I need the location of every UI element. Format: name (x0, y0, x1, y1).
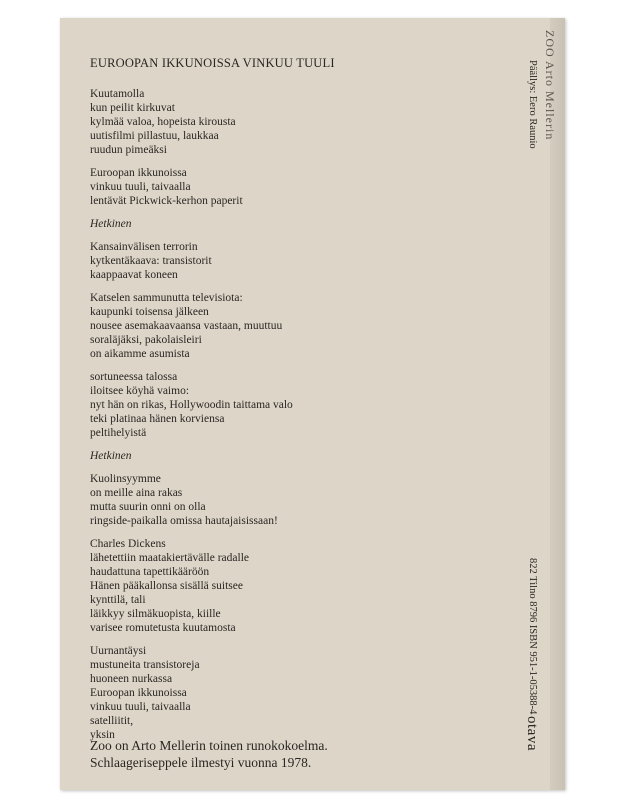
interlude: Hetkinen (90, 450, 132, 462)
stanza (90, 537, 490, 635)
poem-line: soraläjäksi, pakolaisleiri (90, 334, 202, 346)
stanza (90, 240, 490, 282)
poem-line: Uurnantäysi (90, 645, 147, 657)
poem-line: varisee romutetusta kuutamosta (90, 622, 236, 634)
poem-line: kytkentäkaava: transistorit (90, 255, 212, 267)
poem-line: kaappaavat koneen (90, 269, 178, 281)
poem-line: ringside-paikalla omissa hautajaisissaan! (90, 515, 278, 527)
poem-line: nousee asemakaavaansa vastaan, muuttuu (90, 320, 283, 332)
poem-line: läikkyy silmäkuopista, kiille (90, 608, 221, 620)
poem-line: on meille aina rakas (90, 487, 183, 499)
stanza (90, 472, 490, 528)
poem-line: lähetettiin maatakiertävälle radalle (90, 552, 249, 564)
poem-line: Hänen pääkallonsa sisällä suitsee (90, 580, 243, 592)
poem-line: huoneen nurkassa (90, 673, 173, 685)
poem-line: kun peilit kirkuvat (90, 102, 175, 114)
poem-line: kaupunki toisensa jälkeen (90, 306, 209, 318)
blurb-line: Schlaageriseppele ilmestyi vuonna 1978. (90, 755, 312, 770)
poem-line: uutisfilmi pillastuu, laukkaa (90, 130, 219, 142)
stanza (90, 370, 490, 440)
poem-line: lentävät Pickwick-kerhon paperit (90, 195, 243, 207)
isbn-line: 822 Tilno 8796 ISBN 951-1-05388-4 (527, 558, 538, 715)
stanza (90, 87, 490, 157)
stanza (90, 644, 490, 742)
poem-line: teki platinaa hänen korviensa (90, 413, 225, 425)
poem-line: mutta suurin onni on olla (90, 501, 206, 513)
spine-text: ZOO Arto Mellerin (543, 30, 557, 141)
blurb (90, 737, 490, 771)
poem-title: EUROOPAN IKKUNOISSA VINKUU TUULI (90, 56, 335, 70)
poem-line: Kuutamolla (90, 88, 145, 100)
poem-line: Kansainvälisen terrorin (90, 241, 198, 253)
poem-line: kynttilä, tali (90, 594, 146, 606)
poem-line: Charles Dickens (90, 538, 166, 550)
poem-line: vinkuu tuuli, taivaalla (90, 701, 191, 713)
stanza (90, 291, 490, 361)
poem-line: Euroopan ikkunoissa (90, 167, 187, 179)
poem-line: on aikamme asumista (90, 348, 190, 360)
poem-line: Euroopan ikkunoissa (90, 687, 187, 699)
poem-line: iloitsee köyhä vaimo: (90, 385, 190, 397)
poem-body (90, 87, 490, 751)
poem-line: sortuneessa talossa (90, 371, 178, 383)
poem-line: Kuolinsyymme (90, 473, 161, 485)
interlude: Hetkinen (90, 218, 132, 230)
cover-credit: Päällys: Eero Raunio (527, 60, 538, 149)
poem-line: peltihelyistä (90, 427, 147, 439)
poem-line: nyt hän on rikas, Hollywoodin taittama valo (90, 399, 293, 411)
stanza (90, 166, 490, 208)
poem-line: vinkuu tuuli, taivaalla (90, 181, 191, 193)
poem-line: mustuneita transistoreja (90, 659, 200, 671)
poem-line: haudattuna tapettikääröön (90, 566, 210, 578)
publisher-logo: otava (524, 716, 540, 751)
poem-line: kylmää valoa, hopeista kirousta (90, 116, 236, 128)
poem-line: yksin (90, 729, 115, 741)
poem-line: Katselen sammunutta televisiota: (90, 292, 243, 304)
blurb-line: Zoo on Arto Mellerin toinen runokokoelma. (90, 738, 328, 753)
poem-line: ruudun pimeäksi (90, 144, 167, 156)
poem-line: satelliitit, (90, 715, 134, 727)
